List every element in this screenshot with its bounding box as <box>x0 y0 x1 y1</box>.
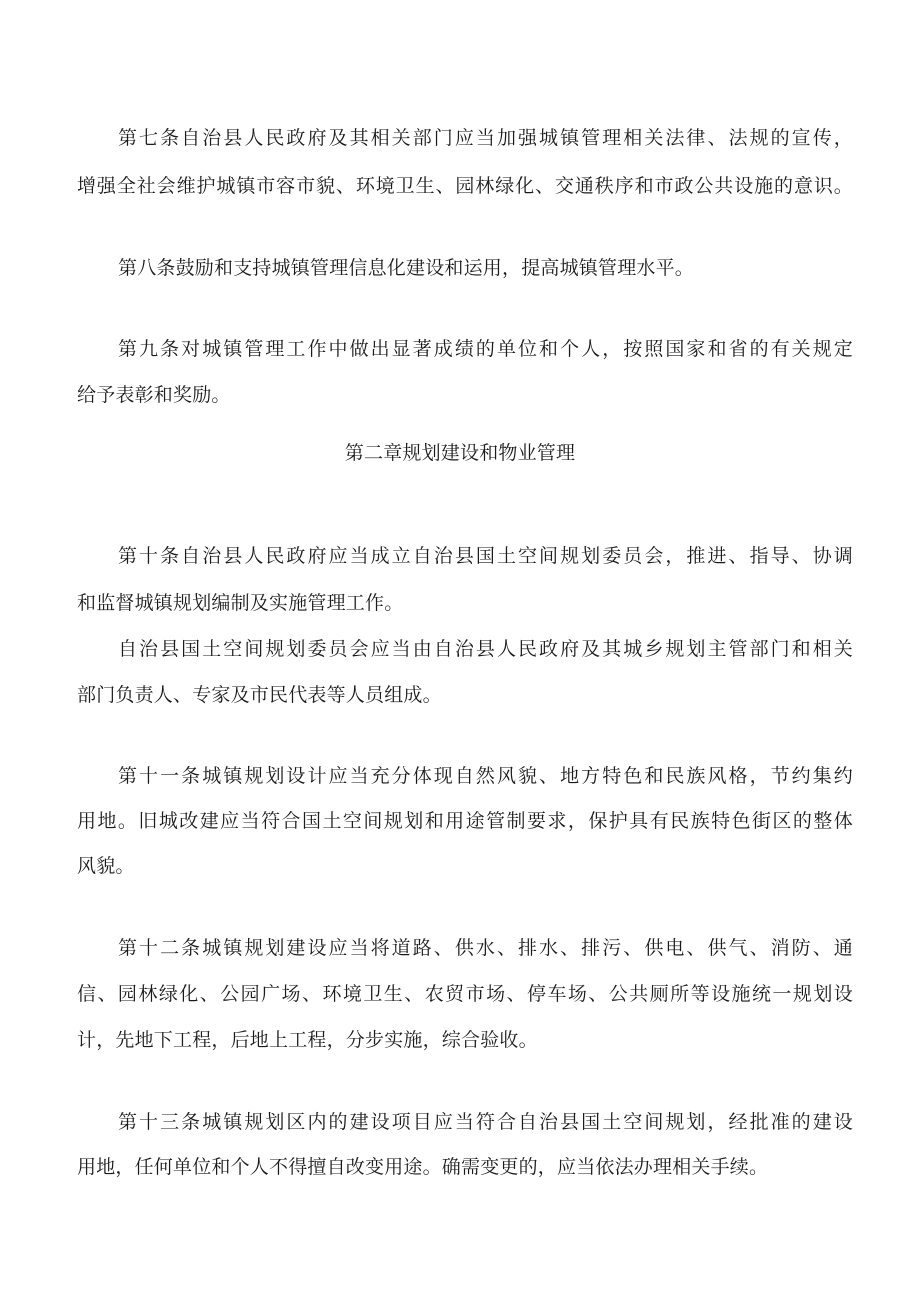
article-13-line-2: 用地，任何单位和个人不得擅自改变用途。确需变更的，应当依法办理相关手续。 <box>77 1156 769 1178</box>
article-7-line-2: 增强全社会维护城镇市容市貌、环境卫生、园林绿化、交通秩序和市政公共设施的意识。 <box>77 175 853 197</box>
article-8-line-1: 第八条鼓励和支持城镇管理信息化建设和运用，提高城镇管理水平。 <box>118 257 695 279</box>
article-11-line-3: 风貌。 <box>77 855 135 877</box>
article-10-p2-line-1: 自治县国土空间规划委员会应当由自治县人民政府及其城乡规划主管部门和相关 <box>118 638 853 660</box>
article-11-line-2: 用地。旧城改建应当符合国土空间规划和用途管制要求，保护具有民族特色街区的整体 <box>77 810 853 832</box>
article-7-line-1: 第七条自治县人民政府及其相关部门应当加强城镇管理相关法律、法规的宣传， <box>118 127 853 149</box>
article-12-line-3: 计，先地下工程，后地上工程，分步实施，综合验收。 <box>77 1029 538 1051</box>
article-9-line-1: 第九条对城镇管理工作中做出显著成绩的单位和个人，按照国家和省的有关规定 <box>118 338 853 360</box>
article-10-p1-line-2: 和监督城镇规划编制及实施管理工作。 <box>77 592 404 614</box>
article-11-line-1: 第十一条城镇规划设计应当充分体现自然风貌、地方特色和民族风格，节约集约 <box>118 765 853 787</box>
article-13-line-1: 第十三条城镇规划区内的建设项目应当符合自治县国土空间规划，经批准的建设 <box>118 1111 853 1133</box>
article-10-p2-line-2: 部门负责人、专家及市民代表等人员组成。 <box>77 684 442 706</box>
article-12-line-2: 信、园林绿化、公园广场、环境卫生、农贸市场、停车场、公共厕所等设施统一规划设 <box>77 983 853 1005</box>
article-10-p1-line-1: 第十条自治县人民政府应当成立自治县国土空间规划委员会，推进、指导、协调 <box>118 545 853 567</box>
article-12-line-1: 第十二条城镇规划建设应当将道路、供水、排水、排污、供电、供气、消防、通 <box>118 937 853 959</box>
chapter-2-heading: 第二章规划建设和物业管理 <box>344 442 576 464</box>
article-9-line-2: 给予表彰和奖励。 <box>77 384 231 406</box>
